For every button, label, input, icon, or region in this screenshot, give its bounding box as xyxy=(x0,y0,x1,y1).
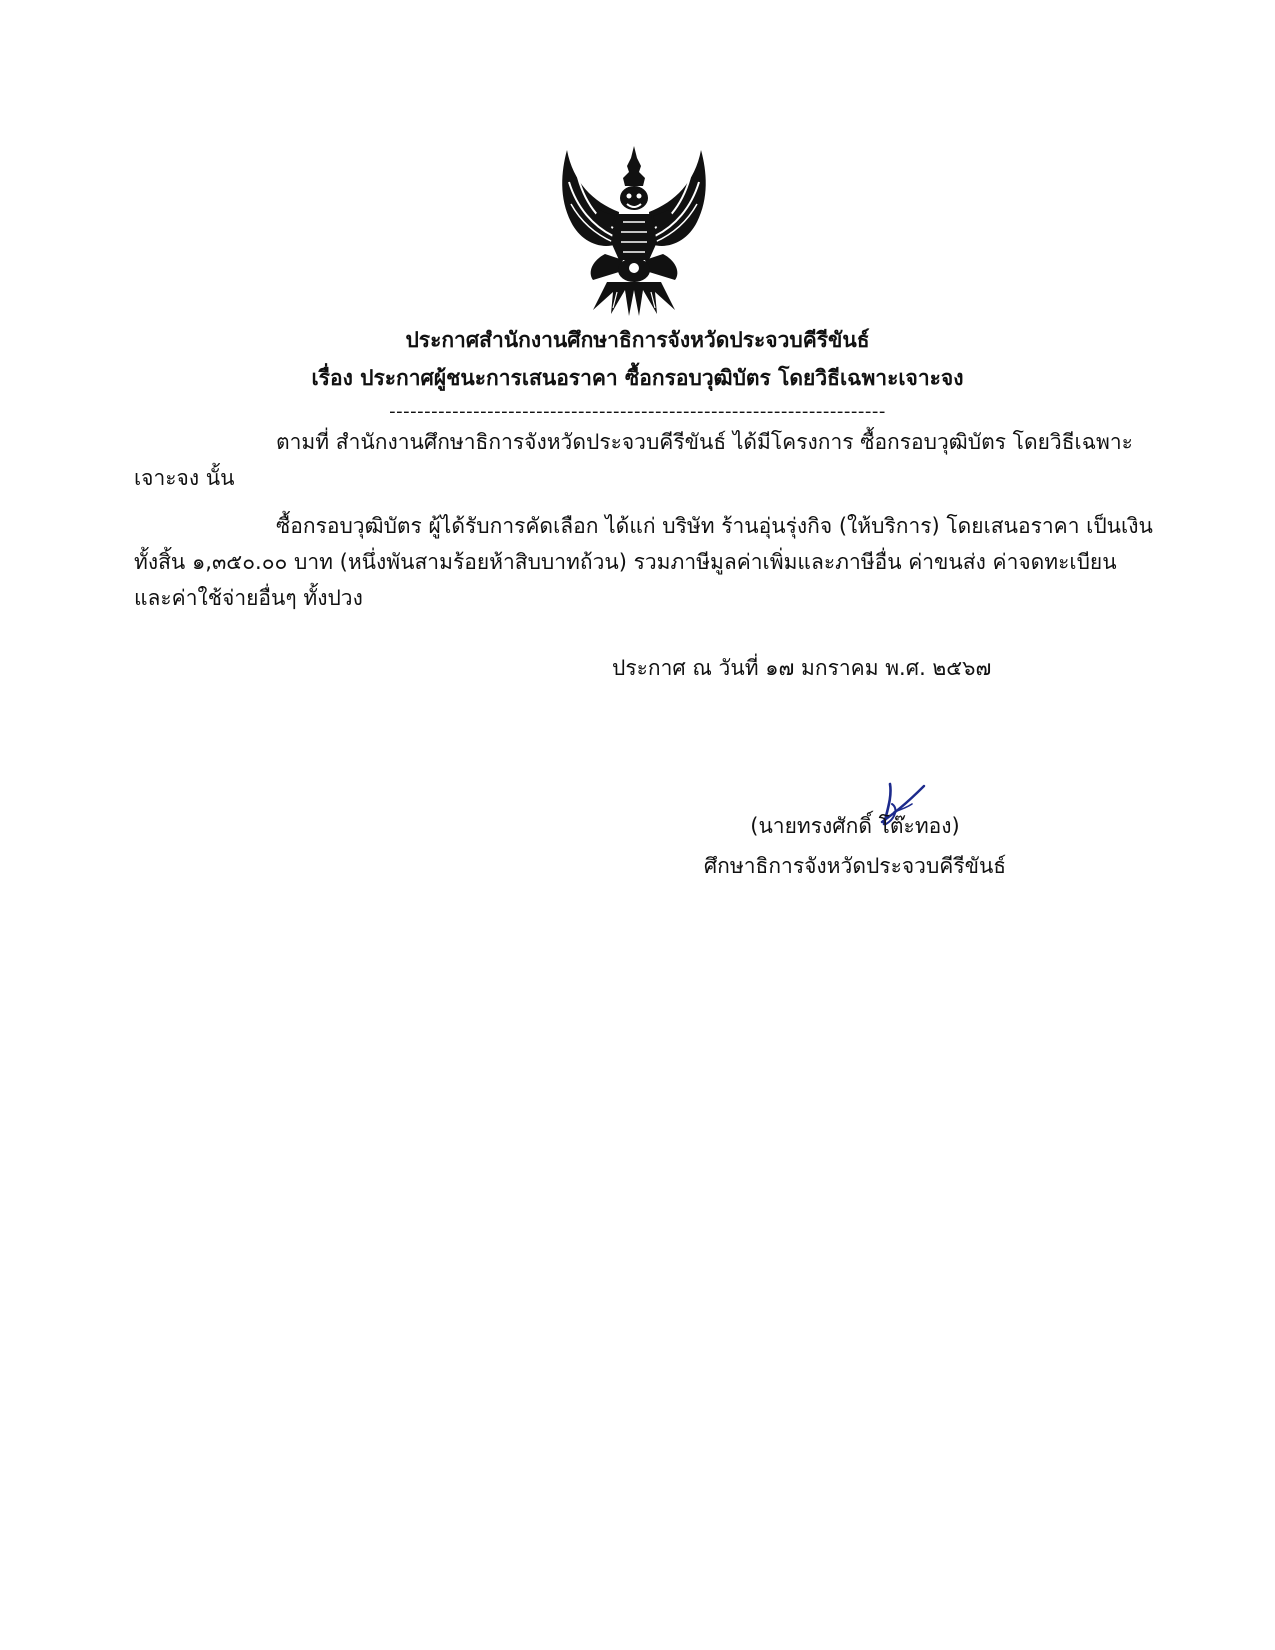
paragraph-2-line-1: ซื้อกรอบวุฒิบัตร ผู้ได้รับการคัดเลือก ได้แก่ บริษัท ร้านอุ่นรุ่งกิจ (ให้บริการ) โดยเสนอราคา เป็นเงิน xyxy=(276,514,1153,538)
paragraph-1-line-1: ตามที่ สำนักงานศึกษาธิการจังหวัดประจวบคีรีขันธ์ ได้มีโครงการ ซื้อกรอบวุฒิบัตร โดยวิธีเฉพาะ xyxy=(276,430,1133,454)
announcement-date: ประกาศ ณ วันที่ ๑๗ มกราคม พ.ศ. ๒๕๖๗ xyxy=(612,656,992,680)
document-subject: เรื่อง ประกาศผู้ชนะการเสนอราคา ซื้อกรอบวุฒิบัตร โดยวิธีเฉพาะเจาะจง xyxy=(311,366,964,390)
paragraph-1-line-2: เจาะจง นั้น xyxy=(134,466,235,490)
document-title: ประกาศสำนักงานศึกษาธิการจังหวัดประจวบคีรีขันธ์ xyxy=(405,328,870,352)
signatory-position: ศึกษาธิการจังหวัดประจวบคีรีขันธ์ xyxy=(703,854,1007,878)
garuda-emblem-icon xyxy=(553,142,715,320)
paragraph-2-line-3: และค่าใช้จ่ายอื่นๆ ทั้งปวง xyxy=(134,586,363,610)
paragraph-2-line-2: ทั้งสิ้น ๑,๓๕๐.๐๐ บาท (หนึ่งพันสามร้อยห้าสิบบาทถ้วน) รวมภาษีมูลค่าเพิ่มและภาษีอื่น ค่าขนส่ง ค่าจดทะเบียน xyxy=(134,550,1117,574)
signatory-name: (นายทรงศักดิ์ โต๊ะทอง) xyxy=(750,814,960,838)
separator-line: ----------------------------------------------------------------------- xyxy=(389,401,886,422)
